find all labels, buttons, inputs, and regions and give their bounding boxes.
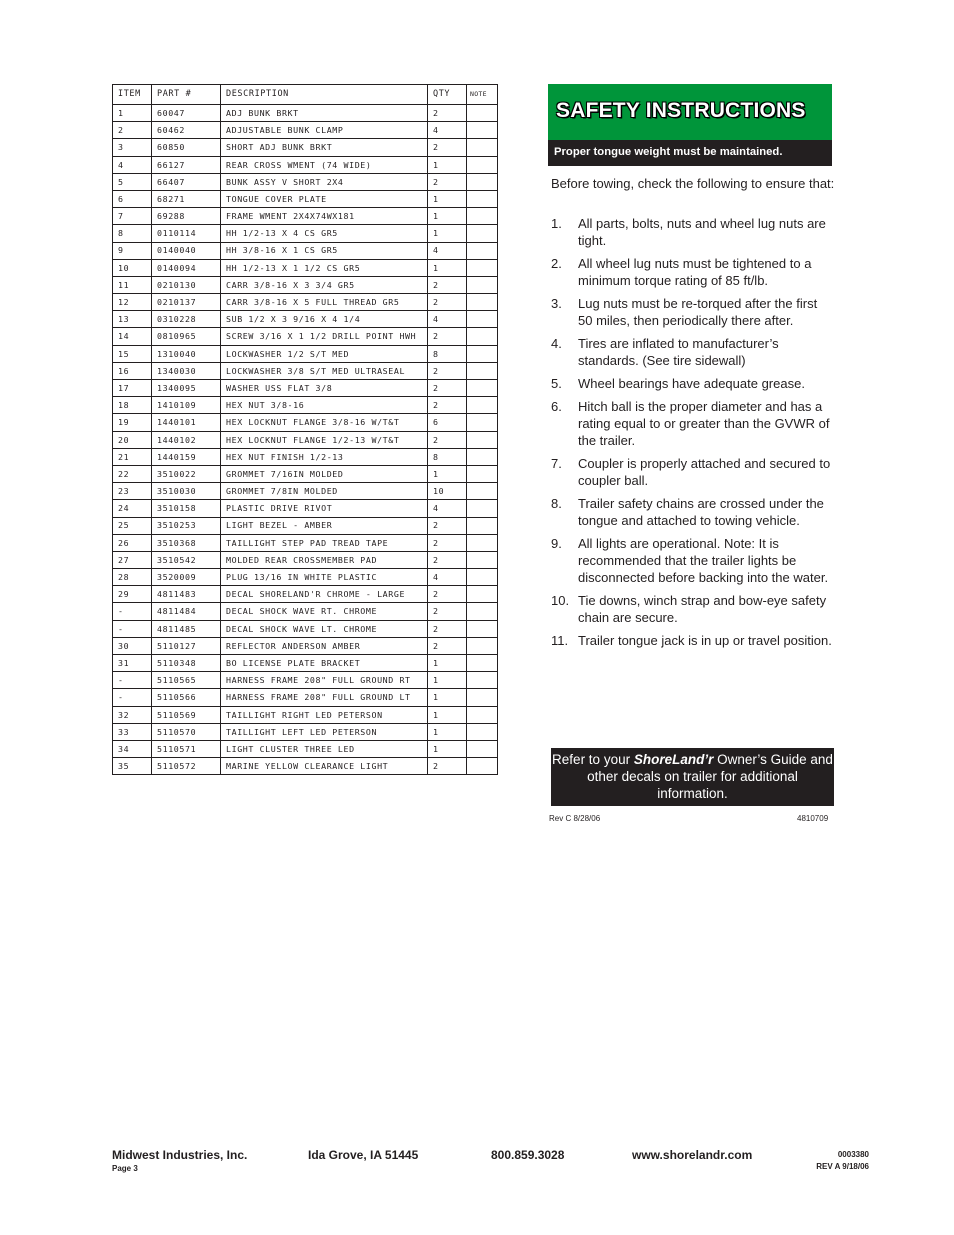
cell-note <box>467 311 498 328</box>
cell-note <box>467 637 498 654</box>
table-row <box>113 414 498 431</box>
cell-note <box>467 500 498 517</box>
cell-item: 6 <box>113 190 152 207</box>
cell-description: TAILLIGHT STEP PAD TREAD TAPE <box>221 534 428 551</box>
list-item-number: 10. <box>551 593 570 608</box>
list-item <box>551 495 835 529</box>
cell-part-number: 0810965 <box>152 328 221 345</box>
table-row <box>113 259 498 276</box>
table-row <box>113 637 498 654</box>
cell-item: 29 <box>113 586 152 603</box>
cell-description: TAILLIGHT LEFT LED PETERSON <box>221 723 428 740</box>
cell-description: HH 1/2-13 X 1 1/2 CS GR5 <box>221 259 428 276</box>
list-item-number: 9. <box>551 536 562 551</box>
cell-item: 33 <box>113 723 152 740</box>
table-row <box>113 483 498 500</box>
cell-note <box>467 208 498 225</box>
cell-description: LOCKWASHER 1/2 S/T MED <box>221 345 428 362</box>
cell-note <box>467 105 498 122</box>
footer-revision: REV A 9/18/06 <box>816 1162 869 1171</box>
cell-item: 1 <box>113 105 152 122</box>
cell-item: 27 <box>113 551 152 568</box>
cell-note <box>467 225 498 242</box>
cell-note <box>467 534 498 551</box>
cell-qty: 4 <box>428 122 467 139</box>
cell-qty: 1 <box>428 259 467 276</box>
cell-qty: 2 <box>428 758 467 775</box>
cell-qty: 2 <box>428 105 467 122</box>
cell-qty: 1 <box>428 740 467 757</box>
cell-part-number: 5110569 <box>152 706 221 723</box>
cell-item: 23 <box>113 483 152 500</box>
header-description: DESCRIPTION <box>221 85 428 105</box>
cell-note <box>467 517 498 534</box>
cell-description: HARNESS FRAME 208" FULL GROUND LT <box>221 689 428 706</box>
cell-description: CARR 3/8-16 X 5 FULL THREAD GR5 <box>221 294 428 311</box>
cell-note <box>467 431 498 448</box>
cell-description: LIGHT BEZEL - AMBER <box>221 517 428 534</box>
cell-part-number: 1340095 <box>152 380 221 397</box>
cell-note <box>467 276 498 293</box>
table-row <box>113 345 498 362</box>
cell-note <box>467 173 498 190</box>
cell-part-number: 0110114 <box>152 225 221 242</box>
cell-description: MARINE YELLOW CLEARANCE LIGHT <box>221 758 428 775</box>
cell-item: 17 <box>113 380 152 397</box>
cell-note <box>467 569 498 586</box>
cell-qty: 2 <box>428 139 467 156</box>
table-row <box>113 328 498 345</box>
list-item-number: 1. <box>551 216 562 231</box>
cell-qty: 2 <box>428 603 467 620</box>
cell-qty: 2 <box>428 517 467 534</box>
cell-qty: 1 <box>428 225 467 242</box>
cell-qty: 4 <box>428 500 467 517</box>
cell-item: 5 <box>113 173 152 190</box>
table-row <box>113 603 498 620</box>
cell-qty: 1 <box>428 672 467 689</box>
parts-table-header <box>113 85 498 105</box>
cell-description: HH 1/2-13 X 4 CS GR5 <box>221 225 428 242</box>
cell-note <box>467 362 498 379</box>
cell-qty: 2 <box>428 397 467 414</box>
cell-item: 32 <box>113 706 152 723</box>
cell-part-number: 3510158 <box>152 500 221 517</box>
cell-description: HEX LOCKNUT FLANGE 1/2-13 W/T&T <box>221 431 428 448</box>
cell-description: REFLECTOR ANDERSON AMBER <box>221 637 428 654</box>
cell-qty: 2 <box>428 586 467 603</box>
table-row <box>113 156 498 173</box>
footer-phone: 800.859.3028 <box>491 1148 565 1162</box>
cell-note <box>467 586 498 603</box>
cell-item: 30 <box>113 637 152 654</box>
table-row <box>113 242 498 259</box>
table-row <box>113 569 498 586</box>
cell-part-number: 5110565 <box>152 672 221 689</box>
cell-part-number: 0210137 <box>152 294 221 311</box>
cell-description: LIGHT CLUSTER THREE LED <box>221 740 428 757</box>
cell-item: 16 <box>113 362 152 379</box>
safety-checklist <box>551 215 835 655</box>
cell-item: 21 <box>113 448 152 465</box>
cell-item: 13 <box>113 311 152 328</box>
cell-part-number: 66407 <box>152 173 221 190</box>
list-item <box>551 375 835 392</box>
cell-part-number: 4811483 <box>152 586 221 603</box>
cell-description: HEX LOCKNUT FLANGE 3/8-16 W/T&T <box>221 414 428 431</box>
cell-note <box>467 758 498 775</box>
cell-qty: 4 <box>428 569 467 586</box>
cell-note <box>467 397 498 414</box>
table-row <box>113 672 498 689</box>
table-row <box>113 362 498 379</box>
cell-note <box>467 603 498 620</box>
table-row <box>113 173 498 190</box>
table-row <box>113 689 498 706</box>
cell-part-number: 0140094 <box>152 259 221 276</box>
list-item-text: All lights are operational. Note: It is recommended that the trailer lights be disconnected before backing into the water. <box>578 536 829 585</box>
cell-description: GROMMET 7/8IN MOLDED <box>221 483 428 500</box>
cell-note <box>467 706 498 723</box>
safety-intro: Before towing, check the following to ensure that: <box>551 176 835 191</box>
cell-item: 28 <box>113 569 152 586</box>
cell-description: MOLDED REAR CROSSMEMBER PAD <box>221 551 428 568</box>
cell-part-number: 3510253 <box>152 517 221 534</box>
cell-item: - <box>113 620 152 637</box>
footer-doc-number: 0003380 <box>837 1150 869 1159</box>
cell-part-number: 3510542 <box>152 551 221 568</box>
cell-qty: 1 <box>428 465 467 482</box>
table-row <box>113 740 498 757</box>
cell-item: 9 <box>113 242 152 259</box>
cell-note <box>467 259 498 276</box>
cell-part-number: 5110348 <box>152 655 221 672</box>
list-item <box>551 295 835 329</box>
cell-item: - <box>113 689 152 706</box>
cell-qty: 10 <box>428 483 467 500</box>
cell-description: DECAL SHORELAND'R CHROME - LARGE <box>221 586 428 603</box>
footer-url: www.shorelandr.com <box>632 1148 753 1162</box>
parts-table <box>112 84 498 775</box>
cell-qty: 1 <box>428 723 467 740</box>
list-item-text: Coupler is properly attached and secured to coupler ball. <box>578 456 831 488</box>
cell-note <box>467 483 498 500</box>
refer-brand: ShoreLand’r <box>633 752 714 767</box>
list-item <box>551 592 835 626</box>
cell-part-number: 5110571 <box>152 740 221 757</box>
header-qty: QTY <box>428 85 467 105</box>
cell-qty: 2 <box>428 276 467 293</box>
cell-description: HEX NUT 3/8-16 <box>221 397 428 414</box>
safety-title: SAFETY INSTRUCTIONS <box>556 99 806 122</box>
cell-item: 35 <box>113 758 152 775</box>
cell-item: 3 <box>113 139 152 156</box>
cell-part-number: 1440102 <box>152 431 221 448</box>
cell-note <box>467 672 498 689</box>
cell-qty: 2 <box>428 294 467 311</box>
cell-part-number: 4811485 <box>152 620 221 637</box>
table-row <box>113 517 498 534</box>
cell-description: REAR CROSS WMENT (74 WIDE) <box>221 156 428 173</box>
table-row <box>113 534 498 551</box>
cell-note <box>467 139 498 156</box>
list-item-text: Hitch ball is the proper diameter and has a rating equal to or greater than the GVWR of the trailer. <box>578 399 830 448</box>
cell-part-number: 3510368 <box>152 534 221 551</box>
cell-item: 34 <box>113 740 152 757</box>
footer-company: Midwest Industries, Inc. <box>112 1148 248 1162</box>
cell-description: ADJUSTABLE BUNK CLAMP <box>221 122 428 139</box>
cell-qty: 1 <box>428 655 467 672</box>
cell-note <box>467 242 498 259</box>
table-row <box>113 311 498 328</box>
cell-note <box>467 190 498 207</box>
cell-note <box>467 620 498 637</box>
table-row <box>113 706 498 723</box>
table-row <box>113 380 498 397</box>
table-row <box>113 586 498 603</box>
cell-note <box>467 294 498 311</box>
header-item: ITEM <box>113 85 152 105</box>
list-item-number: 6. <box>551 399 562 414</box>
list-item <box>551 632 835 649</box>
cell-part-number: 0310228 <box>152 311 221 328</box>
cell-description: ADJ BUNK BRKT <box>221 105 428 122</box>
cell-description: HARNESS FRAME 208" FULL GROUND RT <box>221 672 428 689</box>
list-item-text: Trailer tongue jack is in up or travel position. <box>578 633 832 648</box>
cell-item: 2 <box>113 122 152 139</box>
cell-part-number: 1410109 <box>152 397 221 414</box>
cell-part-number: 1310040 <box>152 345 221 362</box>
cell-item: 4 <box>113 156 152 173</box>
cell-description: SHORT ADJ BUNK BRKT <box>221 139 428 156</box>
list-item <box>551 455 835 489</box>
cell-item: 18 <box>113 397 152 414</box>
cell-description: FRAME WMENT 2X4X74WX181 <box>221 208 428 225</box>
list-item-text: Lug nuts must be re-torqued after the first 50 miles, then periodically there after. <box>578 296 818 328</box>
cell-part-number: 60047 <box>152 105 221 122</box>
table-row <box>113 500 498 517</box>
table-row <box>113 190 498 207</box>
table-row <box>113 397 498 414</box>
cell-part-number: 1440101 <box>152 414 221 431</box>
cell-qty: 8 <box>428 345 467 362</box>
cell-description: BUNK ASSY V SHORT 2X4 <box>221 173 428 190</box>
table-row <box>113 620 498 637</box>
list-item-text: Wheel bearings have adequate grease. <box>578 376 805 391</box>
cell-description: HH 3/8-16 X 1 CS GR5 <box>221 242 428 259</box>
header-part-number: PART # <box>152 85 221 105</box>
cell-item: - <box>113 672 152 689</box>
cell-description: HEX NUT FINISH 1/2-13 <box>221 448 428 465</box>
cell-note <box>467 122 498 139</box>
table-row <box>113 139 498 156</box>
table-row <box>113 551 498 568</box>
cell-description: DECAL SHOCK WAVE RT. CHROME <box>221 603 428 620</box>
list-item-number: 3. <box>551 296 562 311</box>
cell-description: SCREW 3/16 X 1 1/2 DRILL POINT HWH <box>221 328 428 345</box>
cell-qty: 1 <box>428 156 467 173</box>
parts-table-body <box>113 105 498 775</box>
cell-note <box>467 345 498 362</box>
safety-header <box>548 84 832 166</box>
list-item-text: Tie downs, winch strap and bow-eye safety chain are secure. <box>578 593 827 625</box>
cell-item: 7 <box>113 208 152 225</box>
list-item-text: All wheel lug nuts must be tightened to a minimum torque rating of 85 ft/lb. <box>578 256 812 288</box>
list-item <box>551 255 835 289</box>
table-row <box>113 276 498 293</box>
cell-qty: 1 <box>428 208 467 225</box>
cell-part-number: 5110566 <box>152 689 221 706</box>
cell-qty: 4 <box>428 242 467 259</box>
table-row <box>113 431 498 448</box>
cell-part-number: 69288 <box>152 208 221 225</box>
safety-subtitle-bar <box>548 140 832 166</box>
cell-item: 19 <box>113 414 152 431</box>
cell-description: CARR 3/8-16 X 3 3/4 GR5 <box>221 276 428 293</box>
cell-note <box>467 723 498 740</box>
cell-item: 31 <box>113 655 152 672</box>
cell-note <box>467 156 498 173</box>
cell-note <box>467 448 498 465</box>
cell-note <box>467 689 498 706</box>
cell-description: LOCKWASHER 3/8 S/T MED ULTRASEAL <box>221 362 428 379</box>
cell-item: 8 <box>113 225 152 242</box>
list-item-number: 11. <box>551 633 569 648</box>
table-row <box>113 723 498 740</box>
cell-part-number: 1440159 <box>152 448 221 465</box>
cell-note <box>467 551 498 568</box>
cell-qty: 2 <box>428 637 467 654</box>
cell-note <box>467 328 498 345</box>
table-row <box>113 448 498 465</box>
list-item <box>551 215 835 249</box>
cell-item: 10 <box>113 259 152 276</box>
cell-note <box>467 465 498 482</box>
cell-item: - <box>113 603 152 620</box>
cell-qty: 1 <box>428 706 467 723</box>
list-item-text: All parts, bolts, nuts and wheel lug nuts are tight. <box>578 216 826 248</box>
safety-subtitle: Proper tongue weight must be maintained. <box>554 146 783 158</box>
table-row <box>113 655 498 672</box>
cell-part-number: 5110127 <box>152 637 221 654</box>
cell-item: 12 <box>113 294 152 311</box>
cell-note <box>467 655 498 672</box>
cell-part-number: 1340030 <box>152 362 221 379</box>
table-row <box>113 465 498 482</box>
cell-item: 14 <box>113 328 152 345</box>
list-item-number: 4. <box>551 336 562 351</box>
cell-description: BO LICENSE PLATE BRACKET <box>221 655 428 672</box>
cell-item: 15 <box>113 345 152 362</box>
cell-note <box>467 380 498 397</box>
cell-part-number: 60462 <box>152 122 221 139</box>
header-note: NOTE <box>467 85 498 105</box>
cell-part-number: 4811484 <box>152 603 221 620</box>
cell-part-number: 68271 <box>152 190 221 207</box>
cell-item: 24 <box>113 500 152 517</box>
list-item-number: 8. <box>551 496 562 511</box>
cell-item: 26 <box>113 534 152 551</box>
cell-qty: 2 <box>428 551 467 568</box>
cell-note <box>467 740 498 757</box>
table-row <box>113 105 498 122</box>
safety-revision: Rev C 8/28/06 <box>549 814 601 823</box>
list-item-text: Tires are inflated to manufacturer’s standards. (See tire sidewall) <box>578 336 779 368</box>
cell-description: GROMMET 7/16IN MOLDED <box>221 465 428 482</box>
cell-qty: 2 <box>428 362 467 379</box>
refer-suffix: Owner’s Guide and other decals on trailer for additional information. <box>587 752 833 801</box>
table-row <box>113 758 498 775</box>
cell-part-number: 5110572 <box>152 758 221 775</box>
list-item-number: 7. <box>551 456 562 471</box>
cell-description: DECAL SHOCK WAVE LT. CHROME <box>221 620 428 637</box>
cell-part-number: 0210130 <box>152 276 221 293</box>
list-item <box>551 398 835 449</box>
table-row <box>113 122 498 139</box>
cell-qty: 6 <box>428 414 467 431</box>
list-item-text: Trailer safety chains are crossed under the tongue and attached to towing vehicle. <box>578 496 824 528</box>
footer-page-number: Page 3 <box>112 1164 138 1173</box>
cell-item: 11 <box>113 276 152 293</box>
list-item-number: 2. <box>551 256 562 271</box>
cell-part-number: 66127 <box>152 156 221 173</box>
cell-description: TONGUE COVER PLATE <box>221 190 428 207</box>
cell-qty: 1 <box>428 190 467 207</box>
cell-description: TAILLIGHT RIGHT LED PETERSON <box>221 706 428 723</box>
footer-city: Ida Grove, IA 51445 <box>308 1148 419 1162</box>
table-row <box>113 294 498 311</box>
cell-qty: 2 <box>428 431 467 448</box>
cell-qty: 2 <box>428 173 467 190</box>
cell-qty: 2 <box>428 534 467 551</box>
cell-description: PLUG 13/16 IN WHITE PLASTIC <box>221 569 428 586</box>
cell-qty: 8 <box>428 448 467 465</box>
cell-description: WASHER USS FLAT 3/8 <box>221 380 428 397</box>
list-item <box>551 535 835 586</box>
cell-description: SUB 1/2 X 3 9/16 X 4 1/4 <box>221 311 428 328</box>
cell-qty: 2 <box>428 328 467 345</box>
cell-qty: 2 <box>428 620 467 637</box>
cell-part-number: 0140040 <box>152 242 221 259</box>
cell-part-number: 5110570 <box>152 723 221 740</box>
cell-item: 22 <box>113 465 152 482</box>
refer-prefix: Refer to your <box>552 752 634 767</box>
cell-item: 25 <box>113 517 152 534</box>
list-item <box>551 335 835 369</box>
cell-item: 20 <box>113 431 152 448</box>
cell-qty: 4 <box>428 311 467 328</box>
cell-part-number: 60850 <box>152 139 221 156</box>
table-row <box>113 225 498 242</box>
cell-part-number: 3510022 <box>152 465 221 482</box>
cell-part-number: 3510030 <box>152 483 221 500</box>
cell-qty: 1 <box>428 689 467 706</box>
table-row <box>113 208 498 225</box>
refer-box <box>551 748 834 806</box>
cell-description: PLASTIC DRIVE RIVOT <box>221 500 428 517</box>
cell-part-number: 3520009 <box>152 569 221 586</box>
list-item-number: 5. <box>551 376 562 391</box>
cell-note <box>467 414 498 431</box>
safety-part-number: 4810709 <box>797 814 829 823</box>
cell-qty: 2 <box>428 380 467 397</box>
